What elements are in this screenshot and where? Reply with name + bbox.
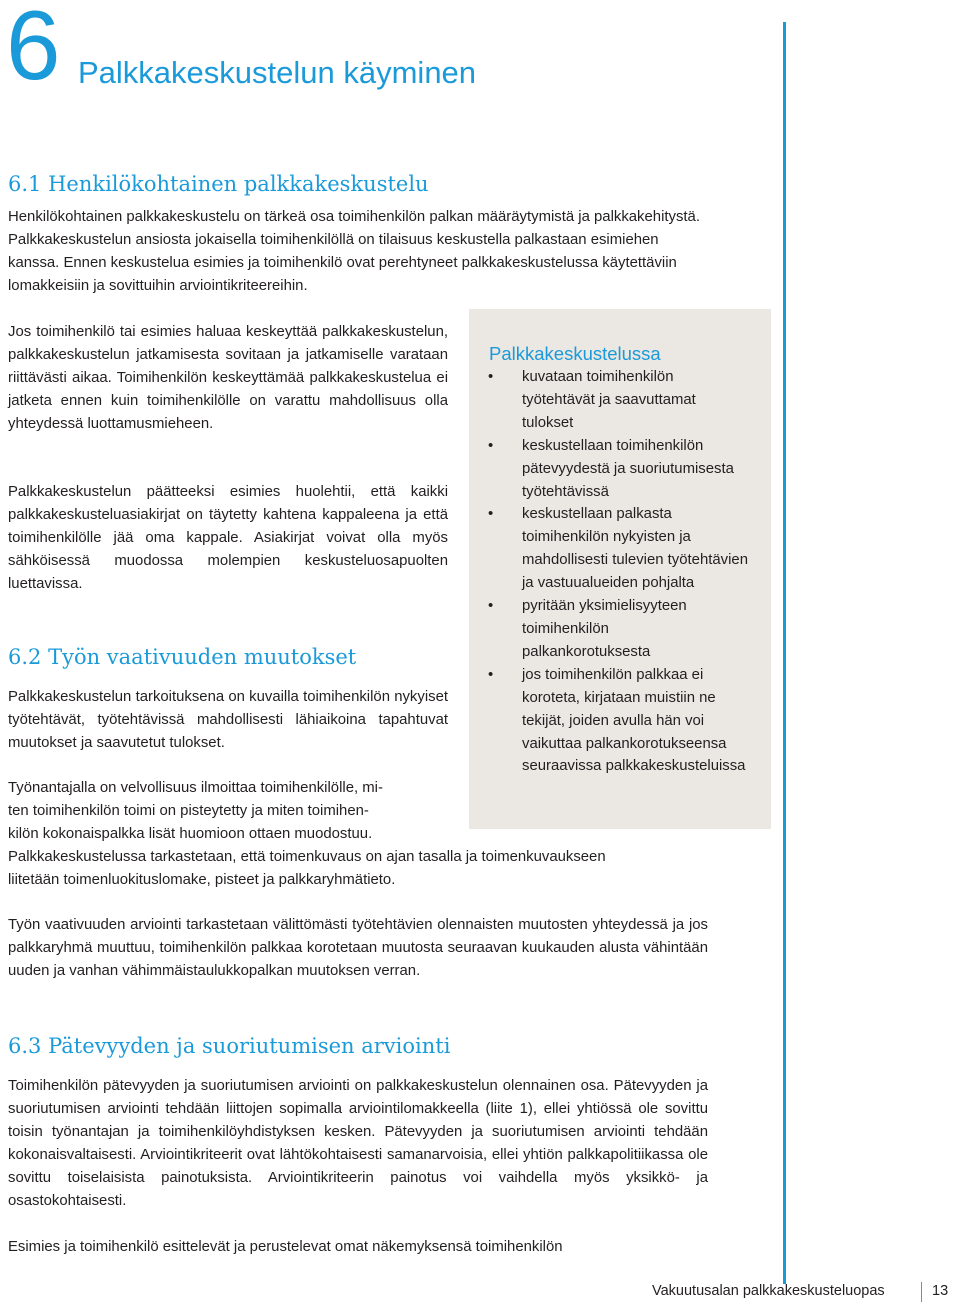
text-line: Työnantajalla on velvollisuus ilmoittaa toimihenkilölle, mi-	[8, 780, 383, 796]
list-item: • jos toimihenkilön palkkaa ei koroteta, kirjataan muistiin ne tekijät, joiden avulla hän voi vaikuttaa palkankorotukseensa seuraavissa palkkakeskusteluissa	[484, 664, 754, 779]
section-6-3-paragraph-2: Esimies ja toimihenkilö esittelevät ja perustelevat omat näkemyksensä toimihenkilön	[8, 1239, 563, 1255]
bullet-icon: •	[488, 598, 494, 615]
section-6-3-paragraph-1: Toimihenkilön pätevyyden ja suoriutumisen arviointi on palkkakeskustelun olennainen osa. Pätevyyden ja suoriutumisen arviointi tehdään liittojen sopimalla arviointilomakkeella (liite 1), ellei yhtiössä ole sovittu toisin työnantajan ja toimihenkilöyhdistyksen kesken. Pätevyyden ja suoriutumisen arviointi tehdään kokonaisvaltaisesti. Arviointikriteerit ovat lähtökohtaisesti samanarvoisia, ellei yhtiön palkkapolitiikassa ole sovittu toiselaisista painotuksista. Arviointikriteerin painotus voi vaihdella myös yksikkö- ja osastokohtaisesti.	[8, 1078, 708, 1209]
list-item: • keskustellaan palkasta toimihenkilön nykyisten ja mahdollisesti tulevien työtehtävien ja vastuualueiden pohjalta	[484, 503, 748, 595]
footer-publication-title: Vakuutusalan palkkakeskusteluopas	[652, 1283, 885, 1299]
text-line: liitetään toimenluokituslomake, pisteet ja palkkaryhmätieto.	[8, 871, 396, 888]
section-6-1-paragraph-3: Palkkakeskustelun päätteeksi esimies huolehtii, että kaikki palkkakeskusteluasiakirjat on täytetty kahtena kappaleena ja että toimihenkilölle jää oma kappale. Asiakirjat voivat olla myös sähköisessä muodossa molempien keskusteluosapuolten luettavissa.	[8, 484, 448, 592]
bullet-icon: •	[488, 437, 494, 454]
margin-rule	[783, 22, 786, 1284]
text-line: ten toimihenkilön toimi on pisteytetty ja miten toimihen-	[8, 802, 369, 819]
section-6-1-paragraph-1: Henkilökohtainen palkkakeskustelu on tärkeä osa toimihenkilön palkan määräytymistä ja palkkakehitystä. Palkkakeskustelun ansiosta jokaisella toimihenkilöllä on tilaisuus keskustella palkastaan esimiehen kanssa. Ennen keskustelua esimies ja toimihenkilö ovat perehtyneet palkkakeskustelussa käytettäviin lomakkeisiin ja sovittuihin arviointikriteereihin.	[8, 209, 700, 294]
sidebar-title: Palkkakeskustelussa	[489, 343, 661, 364]
footer-divider	[921, 1282, 922, 1302]
list-item: • kuvataan toimihenkilön työtehtävät ja saavuttamat tulokset	[484, 366, 722, 435]
chapter-number: 6	[6, 0, 58, 100]
page-number: 13	[932, 1283, 949, 1299]
bullet-icon: •	[488, 666, 494, 683]
list-item: • pyritään yksimielisyyteen toimihenkilön palkankorotuksesta	[484, 595, 722, 664]
list-item: • keskustellaan toimihenkilön pätevyydestä ja suoriutumisesta työtehtävissä	[484, 435, 737, 504]
section-6-2-paragraph-3: Työn vaativuuden arviointi tarkastetaan välittömästi työtehtävien olennaisten muutosten yhteydessä ja jos palkkaryhmä muuttuu, toimihenkilön palkkaa korotetaan muutosta seuraavan kuukauden alusta vähintään uuden ja vanhan vähimmäistaulukkopalkan muutoksen verran.	[8, 917, 708, 979]
text-line: Palkkakeskustelussa tarkastetaan, että toimenkuvaus on ajan tasalla ja toimenkuvaukseen	[8, 848, 606, 865]
chapter-title: Palkkakeskustelun käyminen	[78, 55, 477, 90]
section-6-2-paragraph-1: Palkkakeskustelun tarkoituksena on kuvailla toimihenkilön nykyiset työtehtävät, työtehtävissä mahdollisesti lähiaikoina tapahtuvat muutokset ja saavutetut tulokset.	[8, 689, 448, 751]
bullet-icon: •	[488, 369, 494, 385]
section-heading-6-3: 6.3 Pätevyyden ja suoriutumisen arviointi	[8, 1034, 451, 1058]
sidebar-list	[484, 366, 764, 778]
bullet-icon: •	[488, 506, 494, 523]
section-heading-6-2: 6.2 Työn vaativuuden muutokset	[8, 645, 357, 669]
text-line: kilön kokonaispalkka lisät huomioon ottaen muodostuu.	[8, 825, 373, 842]
section-6-1-paragraph-2: Jos toimihenkilö tai esimies haluaa keskeyttää palkkakeskustelun, palkkakeskustelun jatkamisesta sovitaan ja jatkamiselle varataan riittävästi aikaa. Toimihenkilön keskeyttämää palkkakeskustelua ei jatketa ennen kuin toimihenkilölle on varattu mahdollisuus olla yhteydessä luottamusmieheen.	[8, 324, 448, 432]
section-6-2-paragraph-2	[8, 777, 718, 892]
section-heading-6-1: 6.1 Henkilökohtainen palkkakeskustelu	[8, 172, 429, 196]
